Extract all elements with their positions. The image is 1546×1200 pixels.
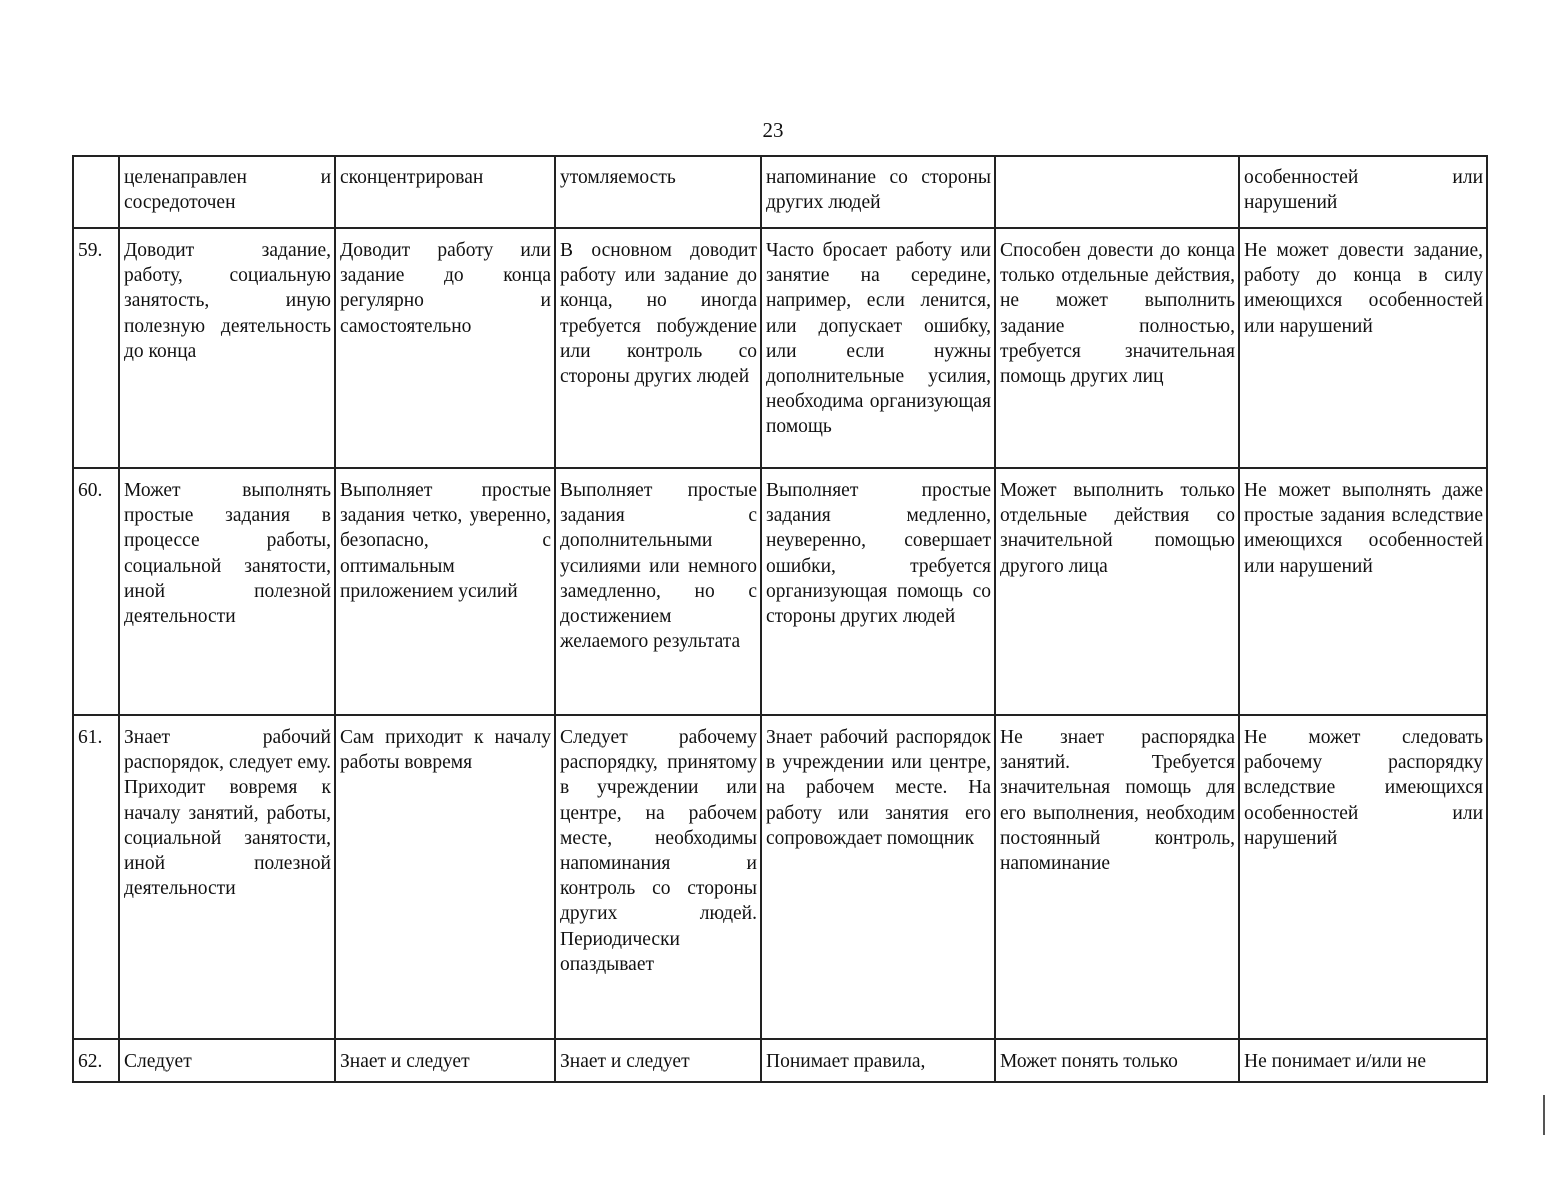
row-number: 59. [73, 228, 119, 468]
table-cell: Выполняет простые задания с дополнительными усилиями или немного замедленно, но с достижением желаемого результата [555, 468, 761, 715]
table-cell: Выполняет простые задания медленно, неуверенно, совершает ошибки, требуется организующая помощь со стороны других людей [761, 468, 995, 715]
table-cell: Знает и следует [335, 1039, 555, 1082]
scan-edge-mark [1543, 1095, 1545, 1135]
table-cell: Может выполнять простые задания в процессе работы, социальной занятости, иной полезной деятельности [119, 468, 335, 715]
criteria-table [72, 155, 1488, 1083]
table-cell: Не понимает и/или не [1239, 1039, 1487, 1082]
page-number: 23 [762, 118, 784, 142]
table-cell: Не может выполнять даже простые задания вследствие имеющихся особенностей или нарушений [1239, 468, 1487, 715]
table-cell: Следует рабочему распорядку, принятому в учреждении или центре, на рабочем месте, необходимы напоминания и контроль со стороны других людей. Периодически опаздывает [555, 715, 761, 1039]
row-number: 62. [73, 1039, 119, 1082]
table-cell: напоминание со стороны других людей [761, 156, 995, 228]
table-cell: Способен довести до конца только отдельные действия, не может выполнить задание полностью, требуется значительная помощь других лиц [995, 228, 1239, 468]
table-row [73, 468, 1487, 715]
table-row [73, 715, 1487, 1039]
table-cell: Не знает распорядка занятий. Требуется значительная помощь для его выполнения, необходим постоянный контроль, напоминание [995, 715, 1239, 1039]
table-cell: особенностей или нарушений [1239, 156, 1487, 228]
table-cell: Знает рабочий распорядок, следует ему. Приходит вовремя к началу занятий, работы, социальной занятости, иной полезной деятельности [119, 715, 335, 1039]
table-row [73, 228, 1487, 468]
table-cell: сконцентрирован [335, 156, 555, 228]
row-number [73, 156, 119, 228]
table-cell: целенаправлен и сосредоточен [119, 156, 335, 228]
table-cell [995, 156, 1239, 228]
table-cell: Следует [119, 1039, 335, 1082]
row-number: 60. [73, 468, 119, 715]
table-cell: Доводит работу или задание до конца регулярно и самостоятельно [335, 228, 555, 468]
table-cell: Не может довести задание, работу до конца в силу имеющихся особенностей или нарушений [1239, 228, 1487, 468]
table-cell: Выполняет простые задания четко, уверенно, безопасно, с оптимальным приложением усилий [335, 468, 555, 715]
table-cell: Может выполнить только отдельные действия со значительной помощью другого лица [995, 468, 1239, 715]
table-cell: Знает рабочий распорядок в учреждении или центре, на рабочем месте. На работу или занятия его сопровождает помощник [761, 715, 995, 1039]
table-cell: Доводит задание, работу, социальную занятость, иную полезную деятельность до конца [119, 228, 335, 468]
table-cell: Не может следовать рабочему распорядку вследствие имеющихся особенностей или нарушений [1239, 715, 1487, 1039]
row-number: 61. [73, 715, 119, 1039]
table-row [73, 1039, 1487, 1082]
table-cell: Понимает правила, [761, 1039, 995, 1082]
table-row [73, 156, 1487, 228]
table-cell: Может понять только [995, 1039, 1239, 1082]
table-cell: утомляемость [555, 156, 761, 228]
table-cell: В основном доводит работу или задание до конца, но иногда требуется побуждение или контроль со стороны других людей [555, 228, 761, 468]
table-cell: Знает и следует [555, 1039, 761, 1082]
table-cell: Часто бросает работу или занятие на середине, например, если ленится, или допускает ошибку, или если нужны дополнительные усилия, необходима организующая помощь [761, 228, 995, 468]
table-cell: Сам приходит к началу работы вовремя [335, 715, 555, 1039]
